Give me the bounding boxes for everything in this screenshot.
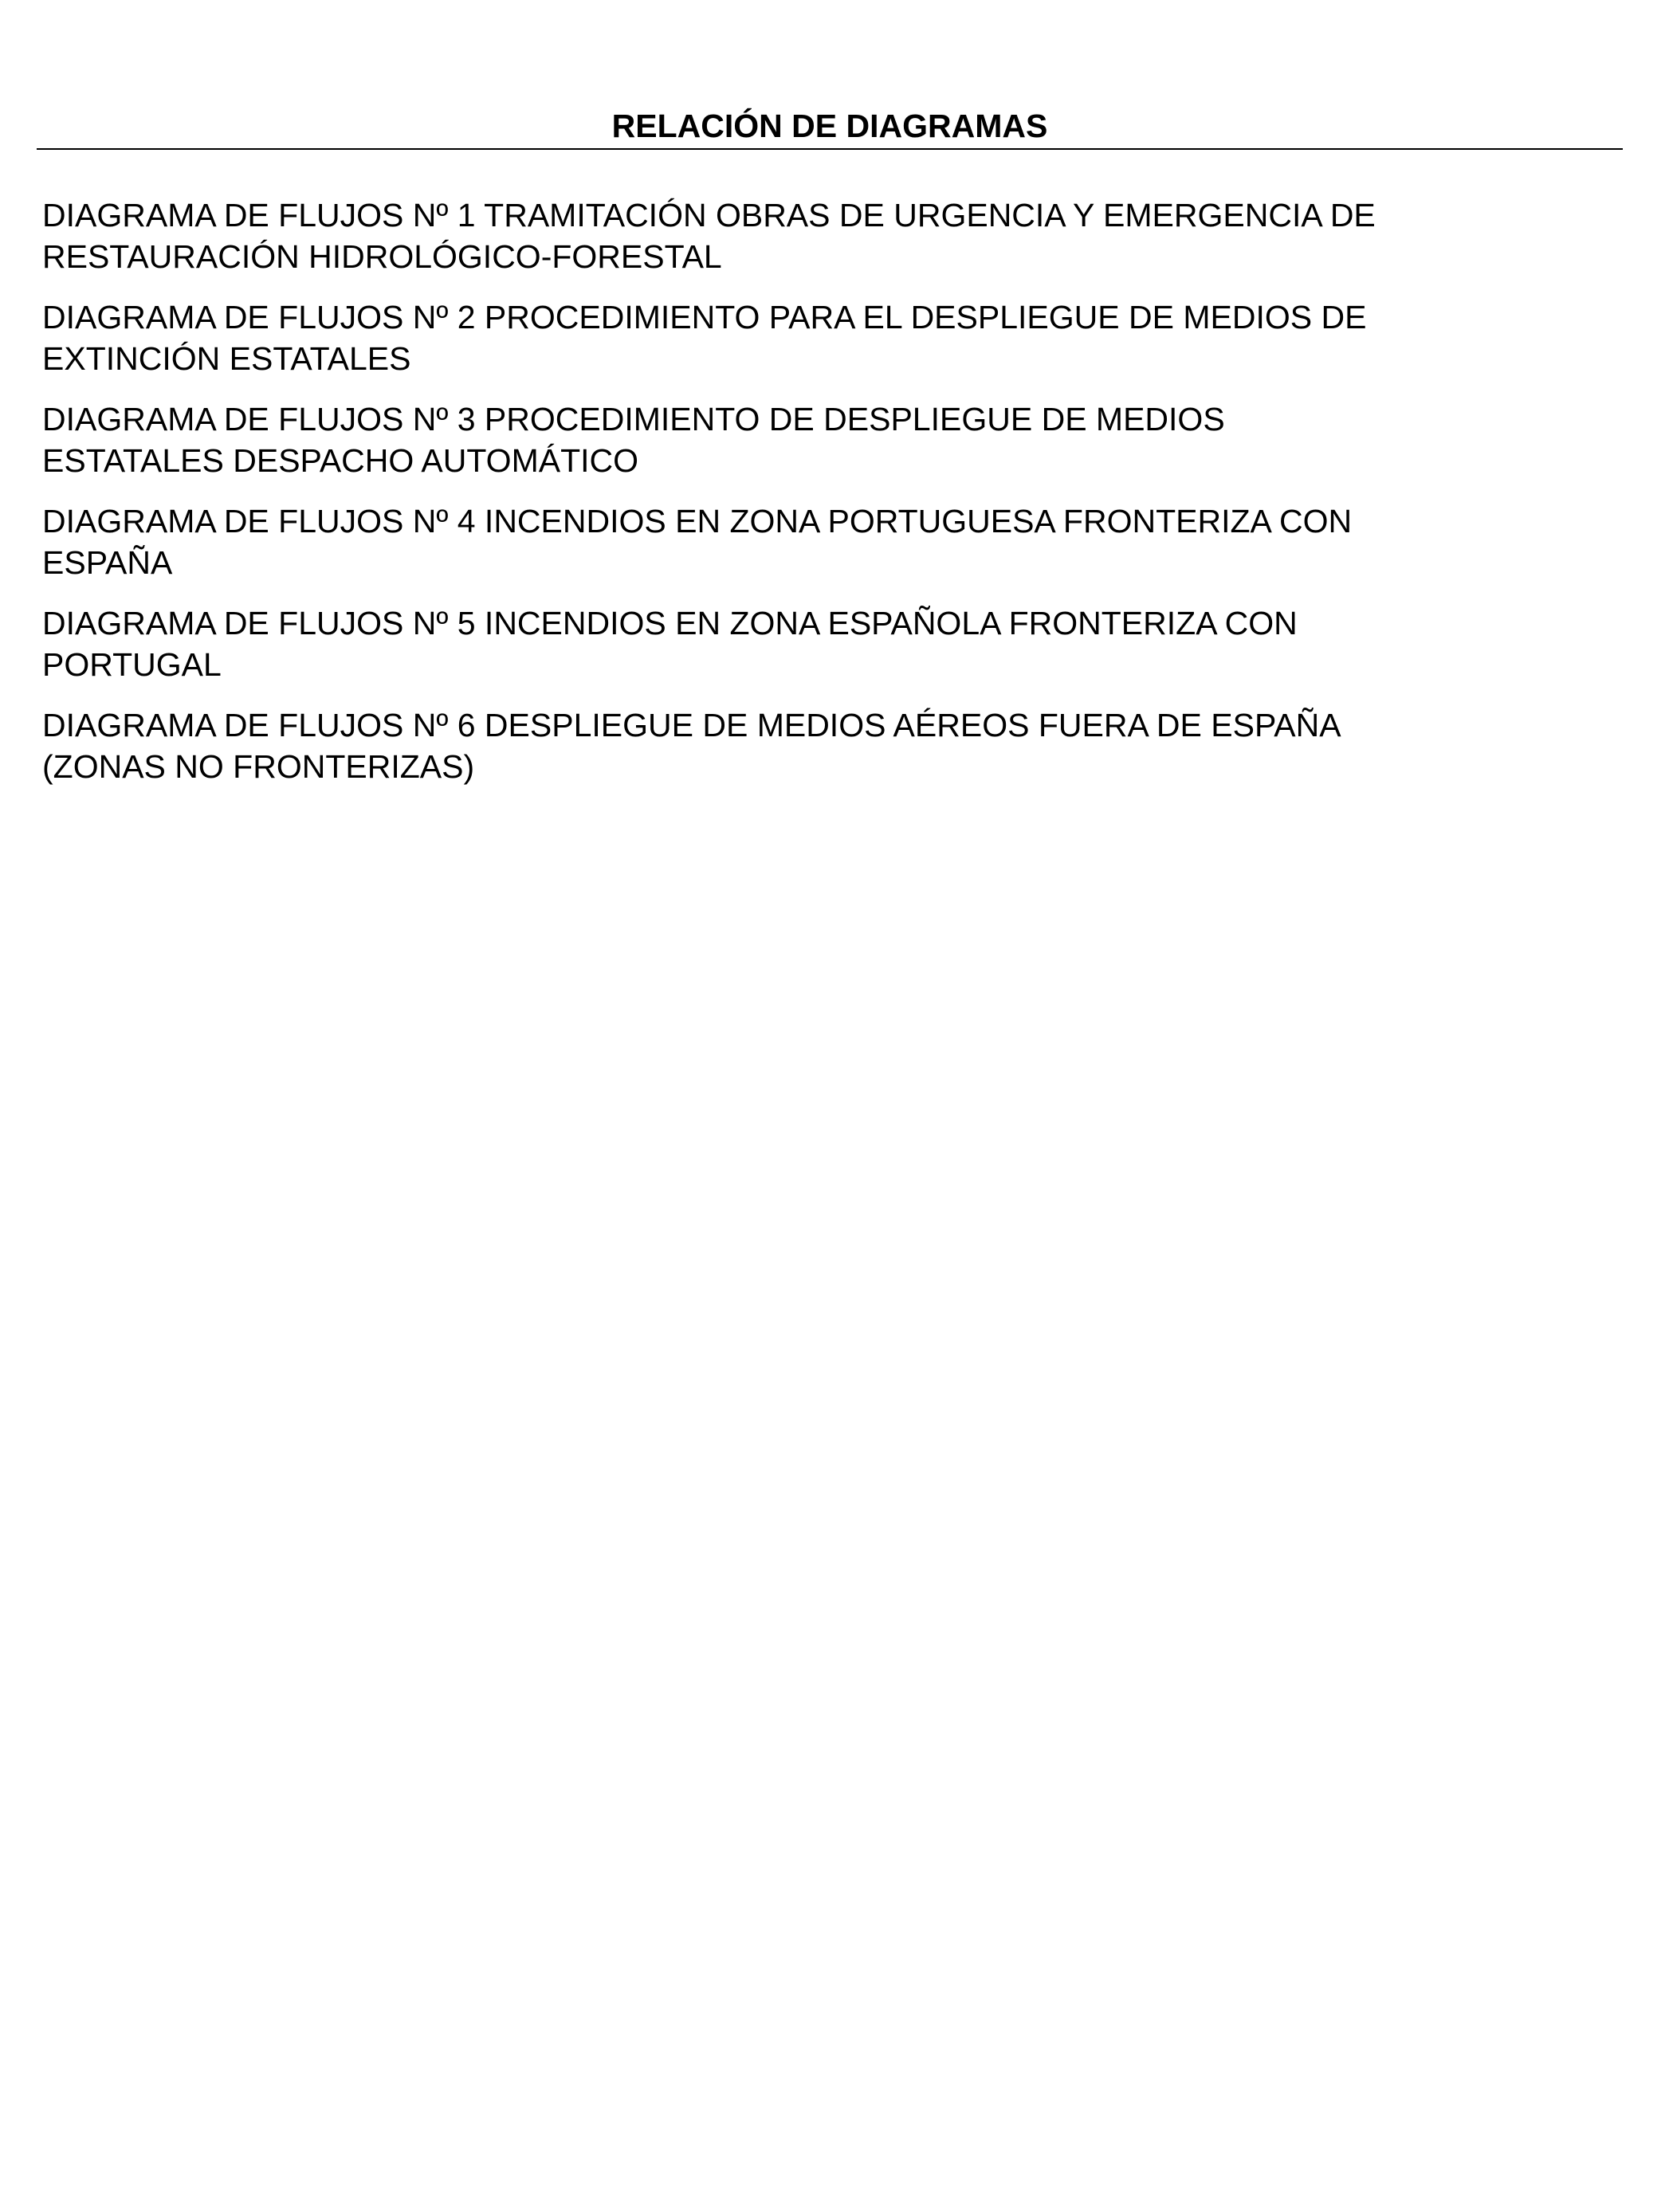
item-line-1: DIAGRAMA DE FLUJOS Nº 2 PROCEDIMIENTO PARA EL DESPLIEGUE DE MEDIOS DE: [42, 299, 1367, 335]
list-item-diagram-6: [42, 704, 1604, 787]
diagram-list: [42, 194, 1604, 806]
title-underline: [37, 148, 1623, 150]
list-item-diagram-5: [42, 602, 1604, 685]
item-line-2: ESTATALES DESPACHO AUTOMÁTICO: [42, 442, 639, 479]
item-line-2: ESPAÑA: [42, 544, 173, 581]
item-line-2: EXTINCIÓN ESTATALES: [42, 340, 411, 377]
item-line-1: DIAGRAMA DE FLUJOS Nº 1 TRAMITACIÓN OBRAS DE URGENCIA Y EMERGENCIA DE: [42, 197, 1376, 233]
item-line-1: DIAGRAMA DE FLUJOS Nº 3 PROCEDIMIENTO DE DESPLIEGUE DE MEDIOS: [42, 401, 1225, 437]
list-item-diagram-2: [42, 296, 1604, 379]
item-line-1: DIAGRAMA DE FLUJOS Nº 6 DESPLIEGUE DE MEDIOS AÉREOS FUERA DE ESPAÑA: [42, 707, 1341, 743]
item-line-1: DIAGRAMA DE FLUJOS Nº 5 INCENDIOS EN ZONA ESPAÑOLA FRONTERIZA CON: [42, 605, 1298, 641]
item-line-1: DIAGRAMA DE FLUJOS Nº 4 INCENDIOS EN ZONA PORTUGUESA FRONTERIZA CON: [42, 503, 1353, 539]
item-line-2: PORTUGAL: [42, 646, 222, 683]
list-item-diagram-3: [42, 398, 1604, 481]
item-line-2: (ZONAS NO FRONTERIZAS): [42, 748, 475, 785]
page-title: RELACIÓN DE DIAGRAMAS: [611, 108, 1048, 144]
item-line-2: RESTAURACIÓN HIDROLÓGICO-FORESTAL: [42, 238, 722, 275]
list-item-diagram-4: [42, 500, 1604, 583]
list-item-diagram-1: [42, 194, 1604, 277]
